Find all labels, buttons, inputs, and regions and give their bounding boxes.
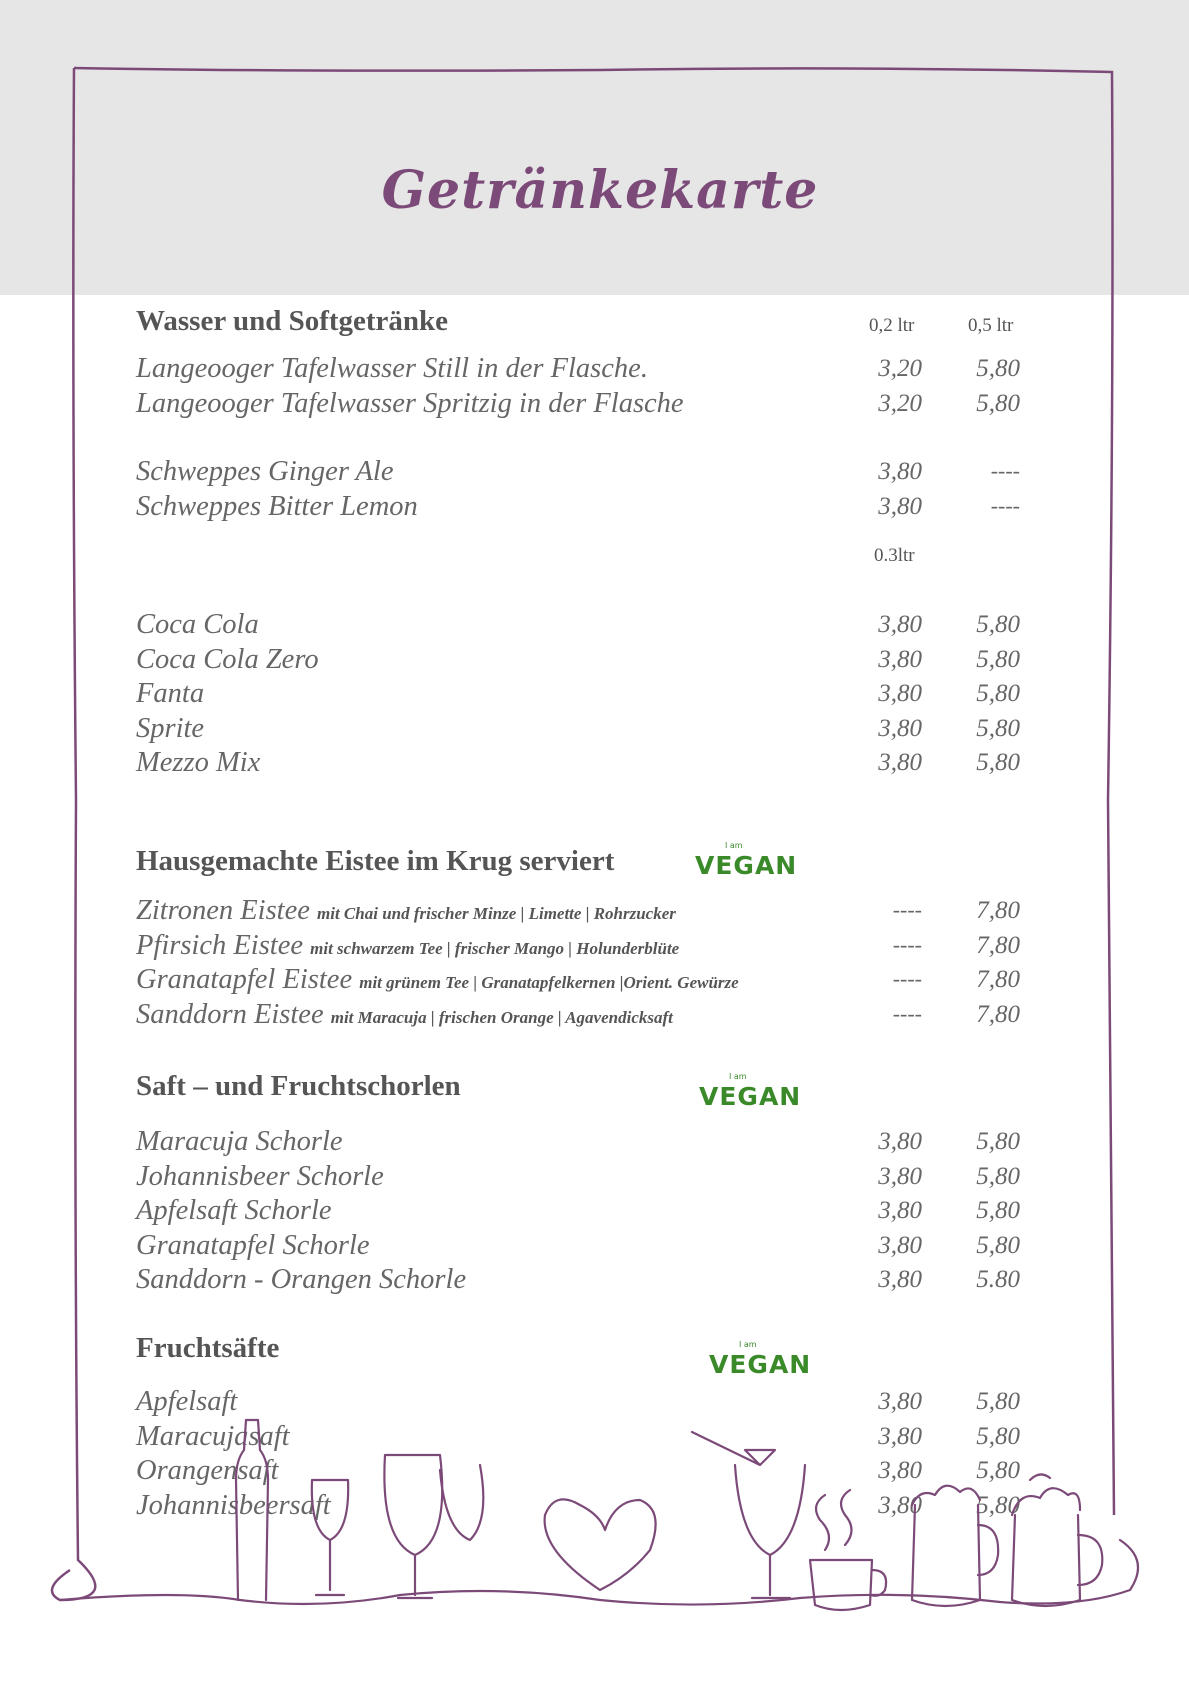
item-name-text: Fanta (136, 678, 205, 709)
price-small: 3,80 (878, 1266, 922, 1293)
item-name: Schweppes Ginger Ale (136, 456, 394, 487)
item-name-text: Sprite (136, 712, 205, 744)
vegan-badge (699, 1072, 802, 1111)
menu-row (136, 609, 1056, 644)
item-name-text: Maracuja Schorle (136, 1126, 343, 1157)
menu-row (136, 1455, 1056, 1490)
item-name (136, 895, 676, 927)
item-name-text: Granatapfel Eistee (136, 964, 353, 995)
item-name (136, 1421, 290, 1453)
vegan-badge (695, 841, 798, 880)
price-large: 5,80 (976, 1388, 1020, 1415)
section-schorlen (136, 1070, 1056, 1299)
menu-row (136, 456, 1056, 491)
menu-row (136, 999, 1056, 1034)
price-small: 3,80 (878, 1491, 922, 1519)
vegan-badge-small: I am (739, 1340, 757, 1349)
section-title: Wasser und Softgetränke (136, 305, 449, 337)
vegan-badge-label: VEGAN (709, 1350, 812, 1379)
item-name (136, 388, 684, 420)
price-small: 3,80 (878, 1231, 922, 1259)
price-small: 3,80 (878, 1128, 922, 1155)
vegan-badge-label: VEGAN (699, 1082, 802, 1111)
price-large: 7,80 (976, 1000, 1020, 1028)
item-name (136, 644, 319, 676)
price-large: 5,80 (976, 1491, 1020, 1519)
section-eistee (136, 841, 1056, 1033)
item-name-text: Mezzo Mix (136, 747, 261, 778)
menu-row (136, 1386, 1056, 1421)
section-saefte (136, 1332, 1056, 1524)
item-name (136, 713, 204, 745)
item-description: mit Maracuja | frischen Orange | Agavendicksaft (330, 1007, 673, 1027)
menu-row (136, 1126, 1056, 1161)
item-name-text: Sanddorn Eistee (136, 998, 324, 1030)
item-name (136, 1386, 237, 1418)
price-large: 5,80 (976, 355, 1020, 382)
item-name (136, 1490, 331, 1522)
item-name (136, 1455, 279, 1487)
item-description: mit Chai und frischer Minze | Limette | Rohrzucker (317, 904, 676, 923)
price-large: 7,80 (976, 966, 1020, 993)
column-header-medium: 0.3ltr (874, 545, 915, 566)
price-small: ---- (892, 897, 922, 922)
item-name-text: Pfirsich Eistee (136, 929, 304, 961)
price-small: 3,80 (878, 458, 922, 485)
column-header-large: 0,5 ltr (968, 315, 1014, 336)
section-title: Hausgemachte Eistee im Krug serviert (136, 845, 615, 877)
item-name-text: Orangensaft (136, 1455, 279, 1486)
menu-row (136, 644, 1056, 679)
section-title: Fruchtsäfte (136, 1332, 280, 1364)
section-title: Saft – und Fruchtschorlen (136, 1070, 461, 1102)
price-small: 3,80 (878, 1422, 922, 1450)
price-large: 5,80 (976, 1457, 1020, 1484)
item-name (136, 1264, 466, 1296)
price-small: 3,80 (878, 714, 922, 742)
price-large: 7,80 (976, 897, 1020, 924)
item-name (136, 930, 679, 962)
item-name (136, 999, 673, 1031)
price-large: 5,80 (976, 389, 1020, 417)
item-name-text: Coca Cola (136, 609, 259, 640)
item-description: mit grünem Tee | Granatapfelkernen |Orient. Gewürze (359, 973, 739, 992)
item-name (136, 609, 259, 641)
item-name (136, 1195, 332, 1227)
price-small: ---- (892, 1000, 922, 1026)
price-small: ---- (892, 966, 922, 991)
item-name-text: Johannisbeersaft (136, 1489, 331, 1521)
menu-row (136, 747, 1056, 782)
menu-row (136, 1421, 1056, 1456)
item-name (136, 1230, 370, 1262)
price-small: 3,80 (878, 1197, 922, 1224)
price-small: 3,80 (878, 1388, 922, 1415)
header-band (0, 0, 1189, 295)
price-large: 5,80 (976, 1197, 1020, 1224)
price-small: 3,80 (878, 492, 922, 520)
item-name (136, 353, 648, 385)
price-small: 3,80 (878, 1162, 922, 1190)
price-small: 3,80 (878, 749, 922, 776)
item-name (136, 678, 204, 710)
menu-row (136, 964, 1056, 999)
price-small: 3,20 (878, 355, 922, 382)
vegan-badge-label: VEGAN (695, 851, 798, 880)
menu-row (136, 1195, 1056, 1230)
price-large: 5,80 (976, 611, 1020, 638)
vegan-badge-small: I am (725, 841, 743, 850)
item-name-text: Sanddorn - Orangen Schorle (136, 1264, 467, 1295)
price-large: 5,80 (976, 1231, 1020, 1259)
price-small: ---- (892, 931, 922, 957)
menu-row (136, 491, 1056, 526)
menu-row (136, 1490, 1056, 1525)
price-large: 5,80 (976, 749, 1020, 776)
item-name-text: Langeooger Tafelwasser Spritzig in der Flasche (136, 387, 684, 419)
price-large: 5,80 (976, 1128, 1020, 1155)
column-header-small: 0,2 ltr (869, 315, 915, 336)
price-large: 5,80 (976, 645, 1020, 673)
menu-row (136, 930, 1056, 965)
item-name-text: Maracujasaft (136, 1420, 290, 1452)
price-large: 7,80 (976, 931, 1020, 959)
menu-row (136, 388, 1056, 423)
page-title: Getränkekarte (381, 160, 819, 221)
item-name-text: Zitronen Eistee (136, 895, 310, 926)
item-name-text: Granatapfel Schorle (136, 1229, 370, 1261)
menu-row (136, 1230, 1056, 1265)
menu-row (136, 895, 1056, 930)
price-large: ---- (990, 492, 1020, 518)
item-name-text: Coca Cola Zero (136, 643, 319, 675)
item-name-text: Langeooger Tafelwasser Still in der Flasche. (136, 353, 648, 384)
item-name (136, 964, 739, 996)
price-large: 5,80 (976, 714, 1020, 742)
item-name (136, 1161, 384, 1193)
item-name-text: Apfelsaft Schorle (136, 1195, 332, 1226)
vegan-badge-small: I am (729, 1072, 747, 1081)
item-name: Schweppes Bitter Lemon (136, 490, 418, 522)
price-small: 3,80 (878, 645, 922, 673)
item-name-text: Johannisbeer Schorle (136, 1160, 384, 1192)
menu-row (136, 1264, 1056, 1299)
price-small: 3,20 (878, 389, 922, 417)
price-large: 5,80 (976, 1422, 1020, 1450)
section-wasser (136, 305, 1056, 782)
price-large: 5.80 (976, 1266, 1020, 1293)
vegan-badge (709, 1340, 812, 1379)
price-small: 3,80 (878, 680, 922, 707)
item-name (136, 747, 260, 779)
menu-row (136, 353, 1056, 388)
item-description: mit schwarzem Tee | frischer Mango | Holunderblüte (310, 938, 680, 958)
price-small: 3,80 (878, 1457, 922, 1484)
price-large: ---- (990, 458, 1020, 483)
menu-row (136, 1161, 1056, 1196)
menu-row (136, 713, 1056, 748)
menu-row (136, 678, 1056, 713)
price-large: 5,80 (976, 680, 1020, 707)
item-name-text: Apfelsaft (136, 1386, 238, 1417)
price-large: 5,80 (976, 1162, 1020, 1190)
item-name (136, 1126, 343, 1158)
price-small: 3,80 (878, 611, 922, 638)
